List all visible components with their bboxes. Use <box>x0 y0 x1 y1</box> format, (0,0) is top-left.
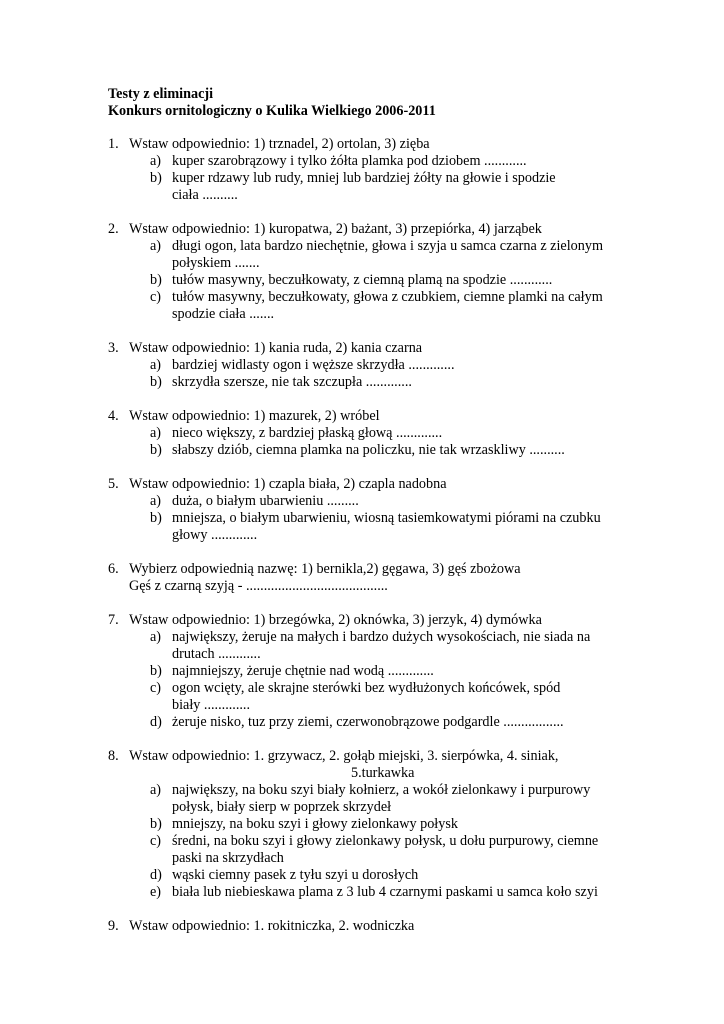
option-a <box>108 153 628 170</box>
option-text: najmniejszy, żeruje chętnie nad wodą ............. <box>172 663 434 679</box>
option-letter: b) <box>150 272 162 288</box>
question-9 <box>108 918 628 935</box>
option-text: biała lub niebieskawa plama z 3 lub 4 czarnymi paskami u samca koło szyi <box>172 884 598 900</box>
option-letter: c) <box>150 289 162 305</box>
option-b <box>108 816 628 833</box>
option-letter: a) <box>150 493 162 509</box>
option-text-line: średni, na boku szyi i głowy zielonkawy połysk, u dołu purpurowy, ciemne <box>172 833 599 849</box>
question-number: 2. <box>108 221 119 237</box>
option-text-line: ciała .......... <box>172 187 238 203</box>
option-text: duża, o białym ubarwieniu ......... <box>172 493 359 509</box>
option-text-line: paski na skrzydłach <box>172 850 284 866</box>
option-text-line: największy, na boku szyi biały kołnierz, a wokół zielonkawy i purpurowy <box>172 782 591 798</box>
question-text: Wybierz odpowiednią nazwę: 1) bernikla,2) gęgawa, 3) gęś zbożowa <box>129 561 521 577</box>
option-text-line: ogon wcięty, ale skrajne sterówki bez wydłużonych końcówek, spód <box>172 680 561 696</box>
option-b <box>108 663 628 680</box>
question-2 <box>108 221 628 323</box>
option-c <box>108 680 628 714</box>
option-letter: b) <box>150 374 162 390</box>
option-text-line: mniejsza, o białym ubarwieniu, wiosną tasiemkowatymi piórami na czubku <box>172 510 601 526</box>
question-number: 6. <box>108 561 119 577</box>
option-a <box>108 357 628 374</box>
question-list <box>108 136 628 952</box>
question-text: Wstaw odpowiednio: 1) kania ruda, 2) kania czarna <box>129 340 423 356</box>
answer-line: Gęś z czarną szyją - ........................................ <box>129 578 388 594</box>
question-7 <box>108 612 628 731</box>
option-letter: d) <box>150 867 162 883</box>
option-a <box>108 782 628 816</box>
question-number: 8. <box>108 748 119 764</box>
option-c <box>108 833 628 867</box>
document-title: Testy z eliminacji <box>108 86 214 102</box>
option-text-line: połysk, biały sierp w poprzek skrzydeł <box>172 799 392 815</box>
question-4 <box>108 408 628 459</box>
option-text: tułów masywny, beczułkowaty, z ciemną plamą na spodzie ............ <box>172 272 553 288</box>
option-text: wąski ciemny pasek z tyłu szyi u dorosłych <box>172 867 419 883</box>
option-a <box>108 493 628 510</box>
question-5 <box>108 476 628 544</box>
option-text: mniejszy, na boku szyi i głowy zielonkawy połysk <box>172 816 458 832</box>
option-text-line: największy, żeruje na małych i bardzo dużych wysokościach, nie siada na <box>172 629 591 645</box>
option-letter: c) <box>150 833 162 849</box>
option-d <box>108 714 628 731</box>
option-letter: b) <box>150 442 162 458</box>
document-subtitle: Konkurs ornitologiczny o Kulika Wielkiego 2006-2011 <box>108 103 436 119</box>
option-letter: a) <box>150 357 162 373</box>
question-text: Wstaw odpowiednio: 1) mazurek, 2) wróbel <box>129 408 380 424</box>
option-letter: b) <box>150 510 162 526</box>
question-8 <box>108 748 628 901</box>
option-a <box>108 238 628 272</box>
option-text-line: głowy ............. <box>172 527 258 543</box>
option-c <box>108 289 628 323</box>
question-number: 1. <box>108 136 119 152</box>
question-text: Wstaw odpowiednio: 1) trznadel, 2) ortolan, 3) zięba <box>129 136 430 152</box>
question-number: 4. <box>108 408 119 424</box>
option-letter: a) <box>150 153 162 169</box>
option-text: żeruje nisko, tuz przy ziemi, czerwonobrązowe podgardle ................. <box>172 714 564 730</box>
question-text: Wstaw odpowiednio: 1) czapla biała, 2) czapla nadobna <box>129 476 447 492</box>
option-letter: d) <box>150 714 162 730</box>
option-a <box>108 629 628 663</box>
question-3 <box>108 340 628 391</box>
option-text: kuper szarobrązowy i tylko żółta plamka pod dziobem ............ <box>172 153 527 169</box>
question-text-continuation: 5.turkawka <box>351 765 415 781</box>
option-letter: a) <box>150 425 162 441</box>
question-number: 3. <box>108 340 119 356</box>
option-e <box>108 884 628 901</box>
option-letter: b) <box>150 663 162 679</box>
question-number: 7. <box>108 612 119 628</box>
option-letter: e) <box>150 884 162 900</box>
question-6 <box>108 561 628 595</box>
question-text: Wstaw odpowiednio: 1) brzegówka, 2) oknówka, 3) jerzyk, 4) dymówka <box>129 612 542 628</box>
option-letter: b) <box>150 816 162 832</box>
option-b <box>108 272 628 289</box>
option-text-line: kuper rdzawy lub rudy, mniej lub bardziej żółty na głowie i spodzie <box>172 170 556 186</box>
option-text: bardziej widlasty ogon i węższe skrzydła ............. <box>172 357 455 373</box>
option-letter: a) <box>150 782 162 798</box>
document-header <box>108 86 436 120</box>
option-text: skrzydła szersze, nie tak szczupła ............. <box>172 374 412 390</box>
question-number: 9. <box>108 918 119 934</box>
option-letter: b) <box>150 170 162 186</box>
option-text-line: długi ogon, lata bardzo niechętnie, głowa i szyja u samca czarna z zielonym <box>172 238 603 254</box>
question-1 <box>108 136 628 204</box>
option-letter: a) <box>150 238 162 254</box>
option-text-line: spodzie ciała ....... <box>172 306 275 322</box>
option-d <box>108 867 628 884</box>
option-text-line: drutach ............ <box>172 646 261 662</box>
question-number: 5. <box>108 476 119 492</box>
option-text-line: biały ............. <box>172 697 251 713</box>
option-text: nieco większy, z bardziej płaską głową ............. <box>172 425 443 441</box>
option-text-line: tułów masywny, beczułkowaty, głowa z czubkiem, ciemne plamki na całym <box>172 289 603 305</box>
option-b <box>108 510 628 544</box>
option-b <box>108 442 628 459</box>
option-text-line: połyskiem ....... <box>172 255 260 271</box>
option-letter: a) <box>150 629 162 645</box>
option-b <box>108 374 628 391</box>
question-text: Wstaw odpowiednio: 1. grzywacz, 2. gołąb miejski, 3. sierpówka, 4. siniak, <box>129 748 559 764</box>
question-text: Wstaw odpowiednio: 1) kuropatwa, 2) bażant, 3) przepiórka, 4) jarząbek <box>129 221 542 237</box>
option-letter: c) <box>150 680 162 696</box>
option-a <box>108 425 628 442</box>
question-text: Wstaw odpowiednio: 1. rokitniczka, 2. wodniczka <box>129 918 415 934</box>
option-b <box>108 170 628 204</box>
option-text: słabszy dziób, ciemna plamka na policzku, nie tak wrzaskliwy .......... <box>172 442 565 458</box>
